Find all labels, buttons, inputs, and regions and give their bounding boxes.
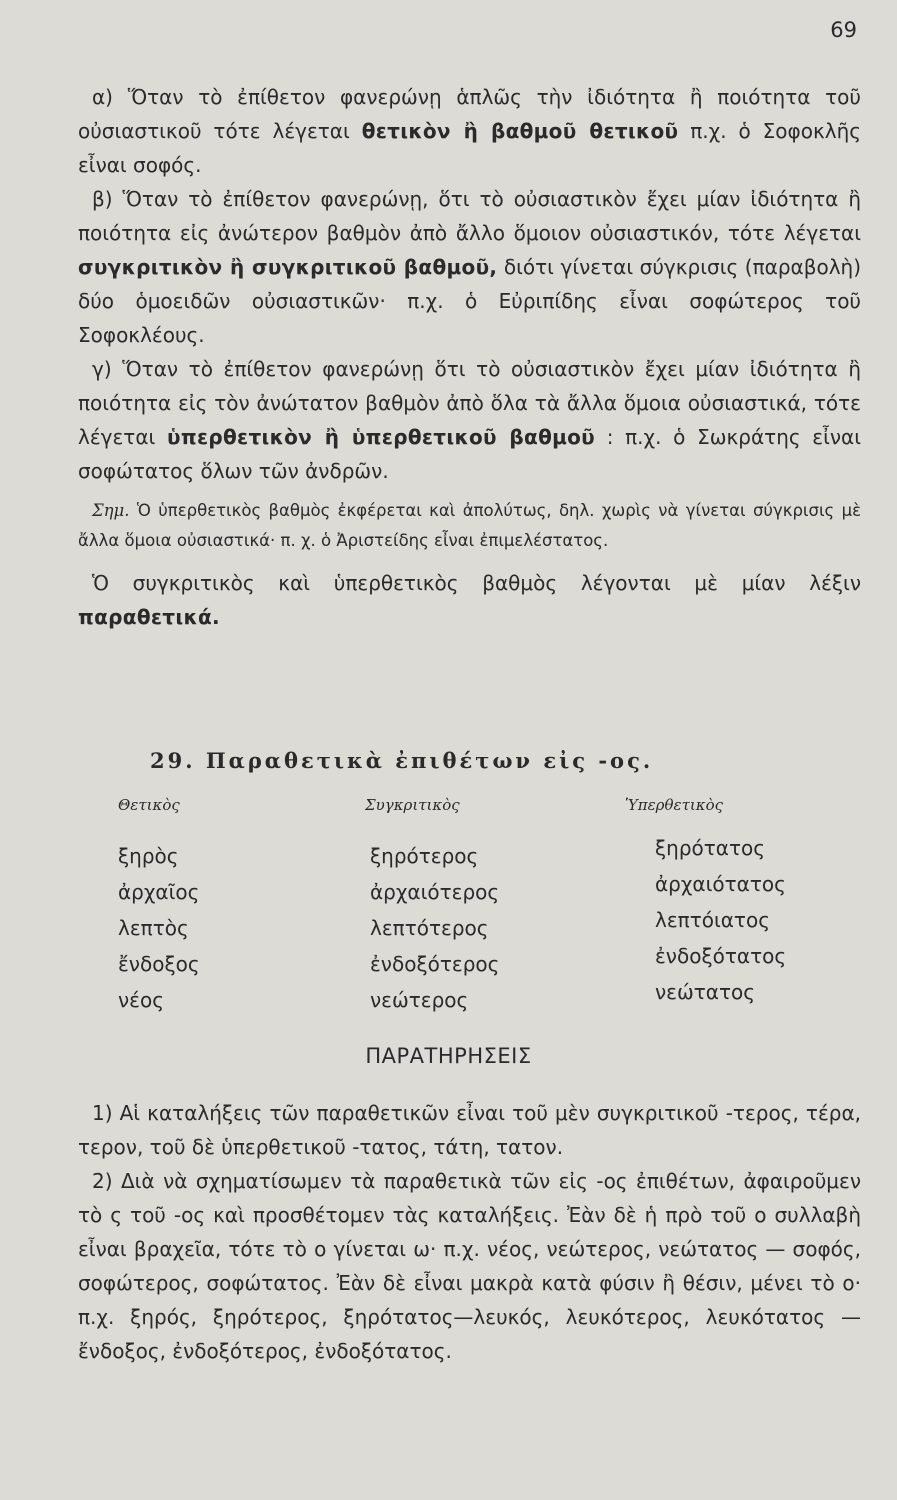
term-comparative: συγκριτικὸν ἢ συγκριτικοῦ βαθμοῦ, (78, 255, 498, 279)
remarks-title: ΠΑΡΑΤΗΡΗΣΕΙΣ (365, 1044, 532, 1068)
word-positive: λεπτὸς (118, 916, 189, 940)
word-superlative: νεώτατος (655, 980, 755, 1004)
paragraph-b-lead: β) Ὅταν τὸ ἐπίθετον φανερώνῃ, ὅτι τὸ οὐσιαστικὸν ἔχει μίαν ἰδιότητα ἢ ποιότητα εἰς ἀνώτερον βαθμὸν ἀπὸ ἄλλο ὅμοιον οὐσιαστικόν, τότε λέγεται (78, 187, 861, 245)
remark-1: 1) Αἱ καταλήξεις τῶν παραθετικῶν εἶναι τοῦ μὲν συγκριτικοῦ -τερος, τέρα, τερον, τοῦ δὲ ὑπερθετικοῦ -τατος, τάτη, τατον. (78, 1101, 861, 1159)
paragraph-a-lead: α) Ὅταν τὸ ἐπίθετον φανερώνῃ ἁπλῶς τὴν ἰδιότητα ἢ ποιότητα τοῦ οὐσιαστικοῦ τότε λέγεται (78, 85, 861, 143)
column-header-superlative: Ὑπερθετικὸς (625, 796, 724, 814)
word-comparative: ἀρχαιότερος (370, 880, 500, 904)
word-positive: ξηρὸς (118, 844, 179, 868)
paragraph-parathetika (78, 566, 861, 634)
definitions-block (78, 80, 861, 634)
remark-2: 2) Διὰ νὰ σχηματίσωμεν τὰ παραθετικὰ τῶν εἰς -ος ἐπιθέτων, ἀφαιροῦμεν τὸ ς τοῦ -ος καὶ προσθέτομεν τὰς καταλήξεις. Ἐὰν δὲ ἡ πρὸ τοῦ ο συλλαβὴ εἶναι βραχεῖα, τότε τὸ ο γίνεται ω· π.χ. νέος, νεώτερος, νεώτατος — σοφός, σοφώτερος, σοφώτατος. Ἐὰν δὲ εἶναι μακρὰ κατὰ φύσιν ἢ θέσιν, μένει τὸ ο· π.χ. ξηρός, ξηρότερος, ξηρότατος—λευκός, λευκότερος, λευκότατος — ἔνδοξος, ἐνδοξότερος, ἐνδοξότατος. (78, 1169, 861, 1363)
column-comparative (370, 838, 499, 1018)
word-superlative: λεπτόιατος (655, 908, 770, 932)
word-comparative: νεώτερος (370, 988, 469, 1012)
paragraph-c-tail: : π.χ. ὁ Σωκράτης εἶναι σοφώτατος ὅλων τῶν ἀνδρῶν. (78, 425, 862, 483)
note-label: Σημ. (92, 501, 130, 520)
note-text: Ὁ ὑπερθετικὸς βαθμὸς ἐκφέρεται καὶ ἀπολύτως, δηλ. χωρὶς νὰ γίνεται σύγκρισις μὲ ἄλλα ὅμοια οὐσιαστικά· π. χ. ὁ Ἀριστείδης εἶναι ἐπιμελέστατος. (78, 501, 861, 550)
word-positive: νέος (118, 988, 164, 1012)
word-superlative: ἐνδοξότατος (655, 944, 787, 968)
word-superlative: ξηρότατος (655, 836, 765, 860)
term-parathetika: παραθετικά. (78, 605, 220, 629)
section-heading: 29. Παραθετικὰ ἐπιθέτων εἰς -ος. (150, 748, 654, 773)
page-number: 69 (830, 18, 857, 42)
word-comparative: ἐνδοξότερος (370, 952, 500, 976)
column-positive (118, 838, 200, 1018)
word-positive: ἔνδοξος (118, 952, 200, 976)
word-comparative: ξηρότερος (370, 844, 479, 868)
paragraph-a-tail: π.χ. ὁ Σοφοκλῆς εἶναι σοφός. (78, 119, 861, 177)
term-superlative: ὑπερθετικὸν ἢ ὑπερθετικοῦ βαθμοῦ (167, 425, 595, 449)
paragraph-d-lead: Ὁ συγκριτικὸς καὶ ὑπερθετικὸς βαθμὸς λέγονται μὲ μίαν λέξιν (92, 571, 861, 595)
word-comparative: λεπτότερος (370, 916, 489, 940)
paragraph-b-tail: διότι γίνεται σύγκρισις (παραβολὴ) δύο ὁμοειδῶν οὐσιαστικῶν· π.χ. ὁ Εὐριπίδης εἶναι σοφώτερος τοῦ Σοφοκλέους. (78, 255, 862, 347)
word-positive: ἀρχαῖος (118, 880, 200, 904)
column-header-comparative: Συγκριτικὸς (365, 796, 460, 814)
note (78, 496, 861, 556)
column-header-positive: Θετικὸς (118, 796, 180, 814)
word-superlative: ἀρχαιότατος (655, 872, 786, 896)
column-superlative (655, 830, 786, 1010)
remarks-block (78, 1096, 861, 1368)
term-positive: θετικὸν ἢ βαθμοῦ θετικοῦ (361, 119, 679, 143)
paragraph-comparative (78, 182, 861, 352)
paragraph-positive (78, 80, 861, 182)
paragraph-c-lead: γ) Ὅταν τὸ ἐπίθετον φανερώνῃ ὅτι τὸ οὐσιαστικὸν ἔχει μίαν ἰδιότητα ἢ ποιότητα εἰς τὸν ἀνώτατον βαθμὸν ἀπὸ ὅλα τὰ ἄλλα ὅμοια οὐσιαστικά, τότε λέγεται (78, 357, 861, 449)
paragraph-superlative (78, 352, 861, 488)
